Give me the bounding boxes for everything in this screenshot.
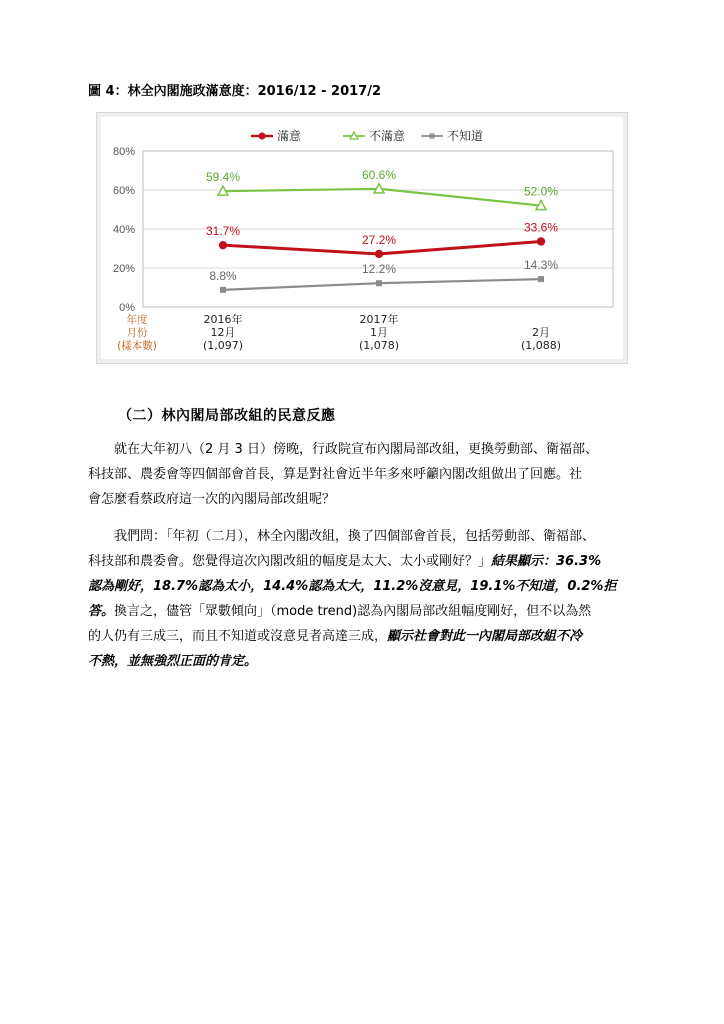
conclusion-highlight-end: 不熱，並無強烈正面的肯定。 xyxy=(88,654,258,669)
data-label: 14.3% xyxy=(523,258,559,273)
conclusion-highlight-start: 顯示社會對此一內閣局部改組不冷 xyxy=(387,629,583,644)
axis-caption: (樣本數) xyxy=(117,340,157,352)
result-highlight-end: 答。 xyxy=(88,604,115,619)
data-label: 52.0% xyxy=(523,184,559,199)
paragraph-2-line-5 xyxy=(88,624,640,649)
paragraph-2-line-2 xyxy=(88,549,640,574)
paragraph-1 xyxy=(88,437,640,512)
data-point xyxy=(219,241,227,249)
data-point xyxy=(537,237,545,245)
x-tick-label: (1,097) xyxy=(202,339,244,352)
line-chart xyxy=(101,117,623,359)
paragraph-1-line-2: 科技部、農委會等四個部會首長，算是對社會近半年多來呼籲內閣改組做出了回應。社 xyxy=(88,467,583,482)
y-tick-label: 20% xyxy=(112,263,135,275)
paragraph-2-line-4 xyxy=(88,599,640,624)
result-highlight-middle: 認為剛好，18.7%認為太小，14.4%認為太大，11.2%沒意見，19.1%不知道，0.2%拒 xyxy=(88,579,617,594)
data-label: 31.7% xyxy=(205,224,241,239)
y-tick-label: 0% xyxy=(119,302,135,314)
legend-label: 不滿意 xyxy=(369,129,406,143)
legend-label: 滿意 xyxy=(277,129,302,143)
paragraph-1-line-3: 會怎麼看蔡政府這一次的內閣局部改組呢？ xyxy=(88,492,336,507)
chart-area xyxy=(101,117,623,359)
data-label: 12.2% xyxy=(361,262,397,277)
x-tick-label: (1,088) xyxy=(520,339,562,352)
chart-frame xyxy=(96,112,628,364)
figure-title: 圖 4：林全內閣施政滿意度：2016/12 - 2017/2 xyxy=(88,84,382,99)
axis-caption: 年度 xyxy=(126,314,148,326)
y-tick-label: 80% xyxy=(112,146,135,158)
paragraph-1-line-1: 就在大年初八（2 月 3 日）傍晚，行政院宣布內閣局部改組，更換勞動部、衛福部、 xyxy=(114,442,598,457)
data-point xyxy=(376,280,382,286)
x-tick-label: 12月 xyxy=(210,326,236,339)
data-label: 8.8% xyxy=(209,268,237,283)
paragraph-2 xyxy=(88,524,640,674)
paragraph-2-line-5-plain: 的人仍有三成三，而且不知道或沒意見者高達三成， xyxy=(88,629,388,644)
x-tick-label: (1,078) xyxy=(358,339,400,352)
data-label: 27.2% xyxy=(361,232,397,247)
legend-marker xyxy=(430,134,435,139)
data-point xyxy=(375,250,383,258)
legend-label: 不知道 xyxy=(447,129,484,143)
section-heading: （二）林內閣局部改組的民意反應 xyxy=(118,408,336,424)
data-label: 33.6% xyxy=(523,220,559,235)
x-tick-label: 2017年 xyxy=(359,313,399,326)
data-label: 60.6% xyxy=(361,167,397,182)
paragraph-2-line-1: 我們問：「年初（二月），林全內閣改組，換了四個部會首長，包括勞動部、衛福部、 xyxy=(114,529,596,544)
x-tick-label: 1月 xyxy=(370,326,388,339)
x-tick-label: 2016年 xyxy=(203,313,243,326)
x-tick-label: 2月 xyxy=(532,326,550,339)
y-tick-label: 40% xyxy=(112,224,135,236)
data-label: 59.4% xyxy=(205,170,241,185)
data-point xyxy=(220,287,226,293)
y-tick-label: 60% xyxy=(112,185,135,197)
paragraph-2-line-2-plain: 科技部和農委會。您覺得這次內閣改組的幅度是太大、太小或剛好？」 xyxy=(88,554,492,569)
data-point xyxy=(538,276,544,282)
axis-caption: 月份 xyxy=(126,327,148,339)
result-highlight-start: 結果顯示：36.3% xyxy=(491,554,602,569)
legend-marker xyxy=(259,133,266,140)
paragraph-2-line-4-plain: 換言之，儘管「眾數傾向」（mode trend)認為內閣局部改組幅度剛好，但不以為然 xyxy=(114,604,592,619)
